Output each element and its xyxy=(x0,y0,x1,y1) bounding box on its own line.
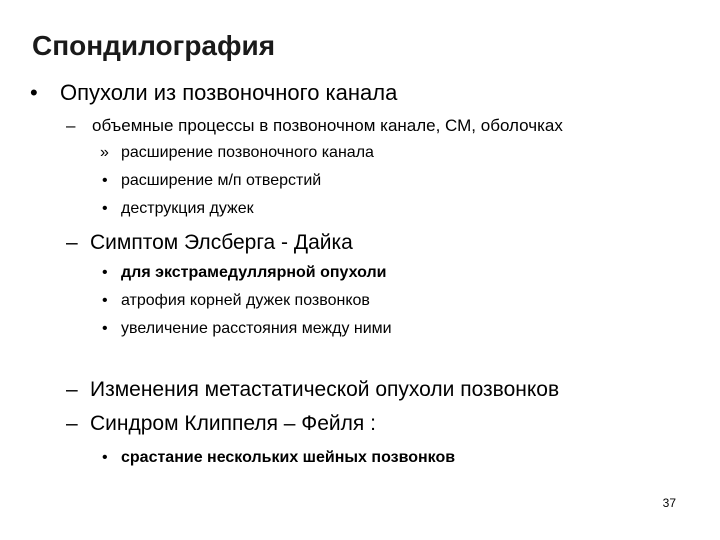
list-item-text: деструкция дужек xyxy=(121,200,254,217)
bullet: – xyxy=(66,116,76,135)
bullet: – xyxy=(66,231,78,254)
list-item-text: Симптом Элсберга - Дайка xyxy=(90,231,353,254)
list-item xyxy=(102,200,254,218)
list-item-text: Синдром Клиппеля – Фейля : xyxy=(90,412,376,435)
bullet: • xyxy=(102,264,108,281)
bullet: » xyxy=(100,144,109,161)
list-item-text: для экстрамедуллярной опухоли xyxy=(121,264,387,281)
bullet: • xyxy=(102,320,108,337)
list-item xyxy=(100,144,374,162)
list-item xyxy=(66,116,563,136)
list-item xyxy=(102,172,321,190)
list-item xyxy=(102,320,392,338)
list-item xyxy=(30,80,397,106)
page-number: 37 xyxy=(662,496,676,510)
list-item xyxy=(102,449,455,467)
list-item xyxy=(66,231,353,255)
bullet: – xyxy=(66,378,78,401)
bullet: – xyxy=(66,412,78,435)
bullet: • xyxy=(102,449,108,466)
list-item-text: объемные процессы в позвоночном канале, СМ, оболочках xyxy=(92,116,563,135)
bullet: • xyxy=(102,200,108,217)
list-item-text: атрофия корней дужек позвонков xyxy=(121,292,370,309)
list-item-text: увеличение расстояния между ними xyxy=(121,320,392,337)
list-item-text: срастание нескольких шейных позвонков xyxy=(121,449,456,466)
list-item-text: расширение позвоночного канала xyxy=(121,144,374,161)
list-item xyxy=(102,264,386,282)
list-item xyxy=(66,412,376,436)
list-item xyxy=(66,378,559,402)
list-item xyxy=(102,292,370,310)
bullet: • xyxy=(30,80,38,105)
list-item-text: Опухоли из позвоночного канала xyxy=(60,80,398,105)
list-item-text: Изменения метастатической опухоли позвонков xyxy=(90,378,560,401)
bullet: • xyxy=(102,172,108,189)
slide-title: Спондилография xyxy=(32,30,276,61)
list-item-text: расширение м/п отверстий xyxy=(121,172,322,189)
bullet: • xyxy=(102,292,108,309)
